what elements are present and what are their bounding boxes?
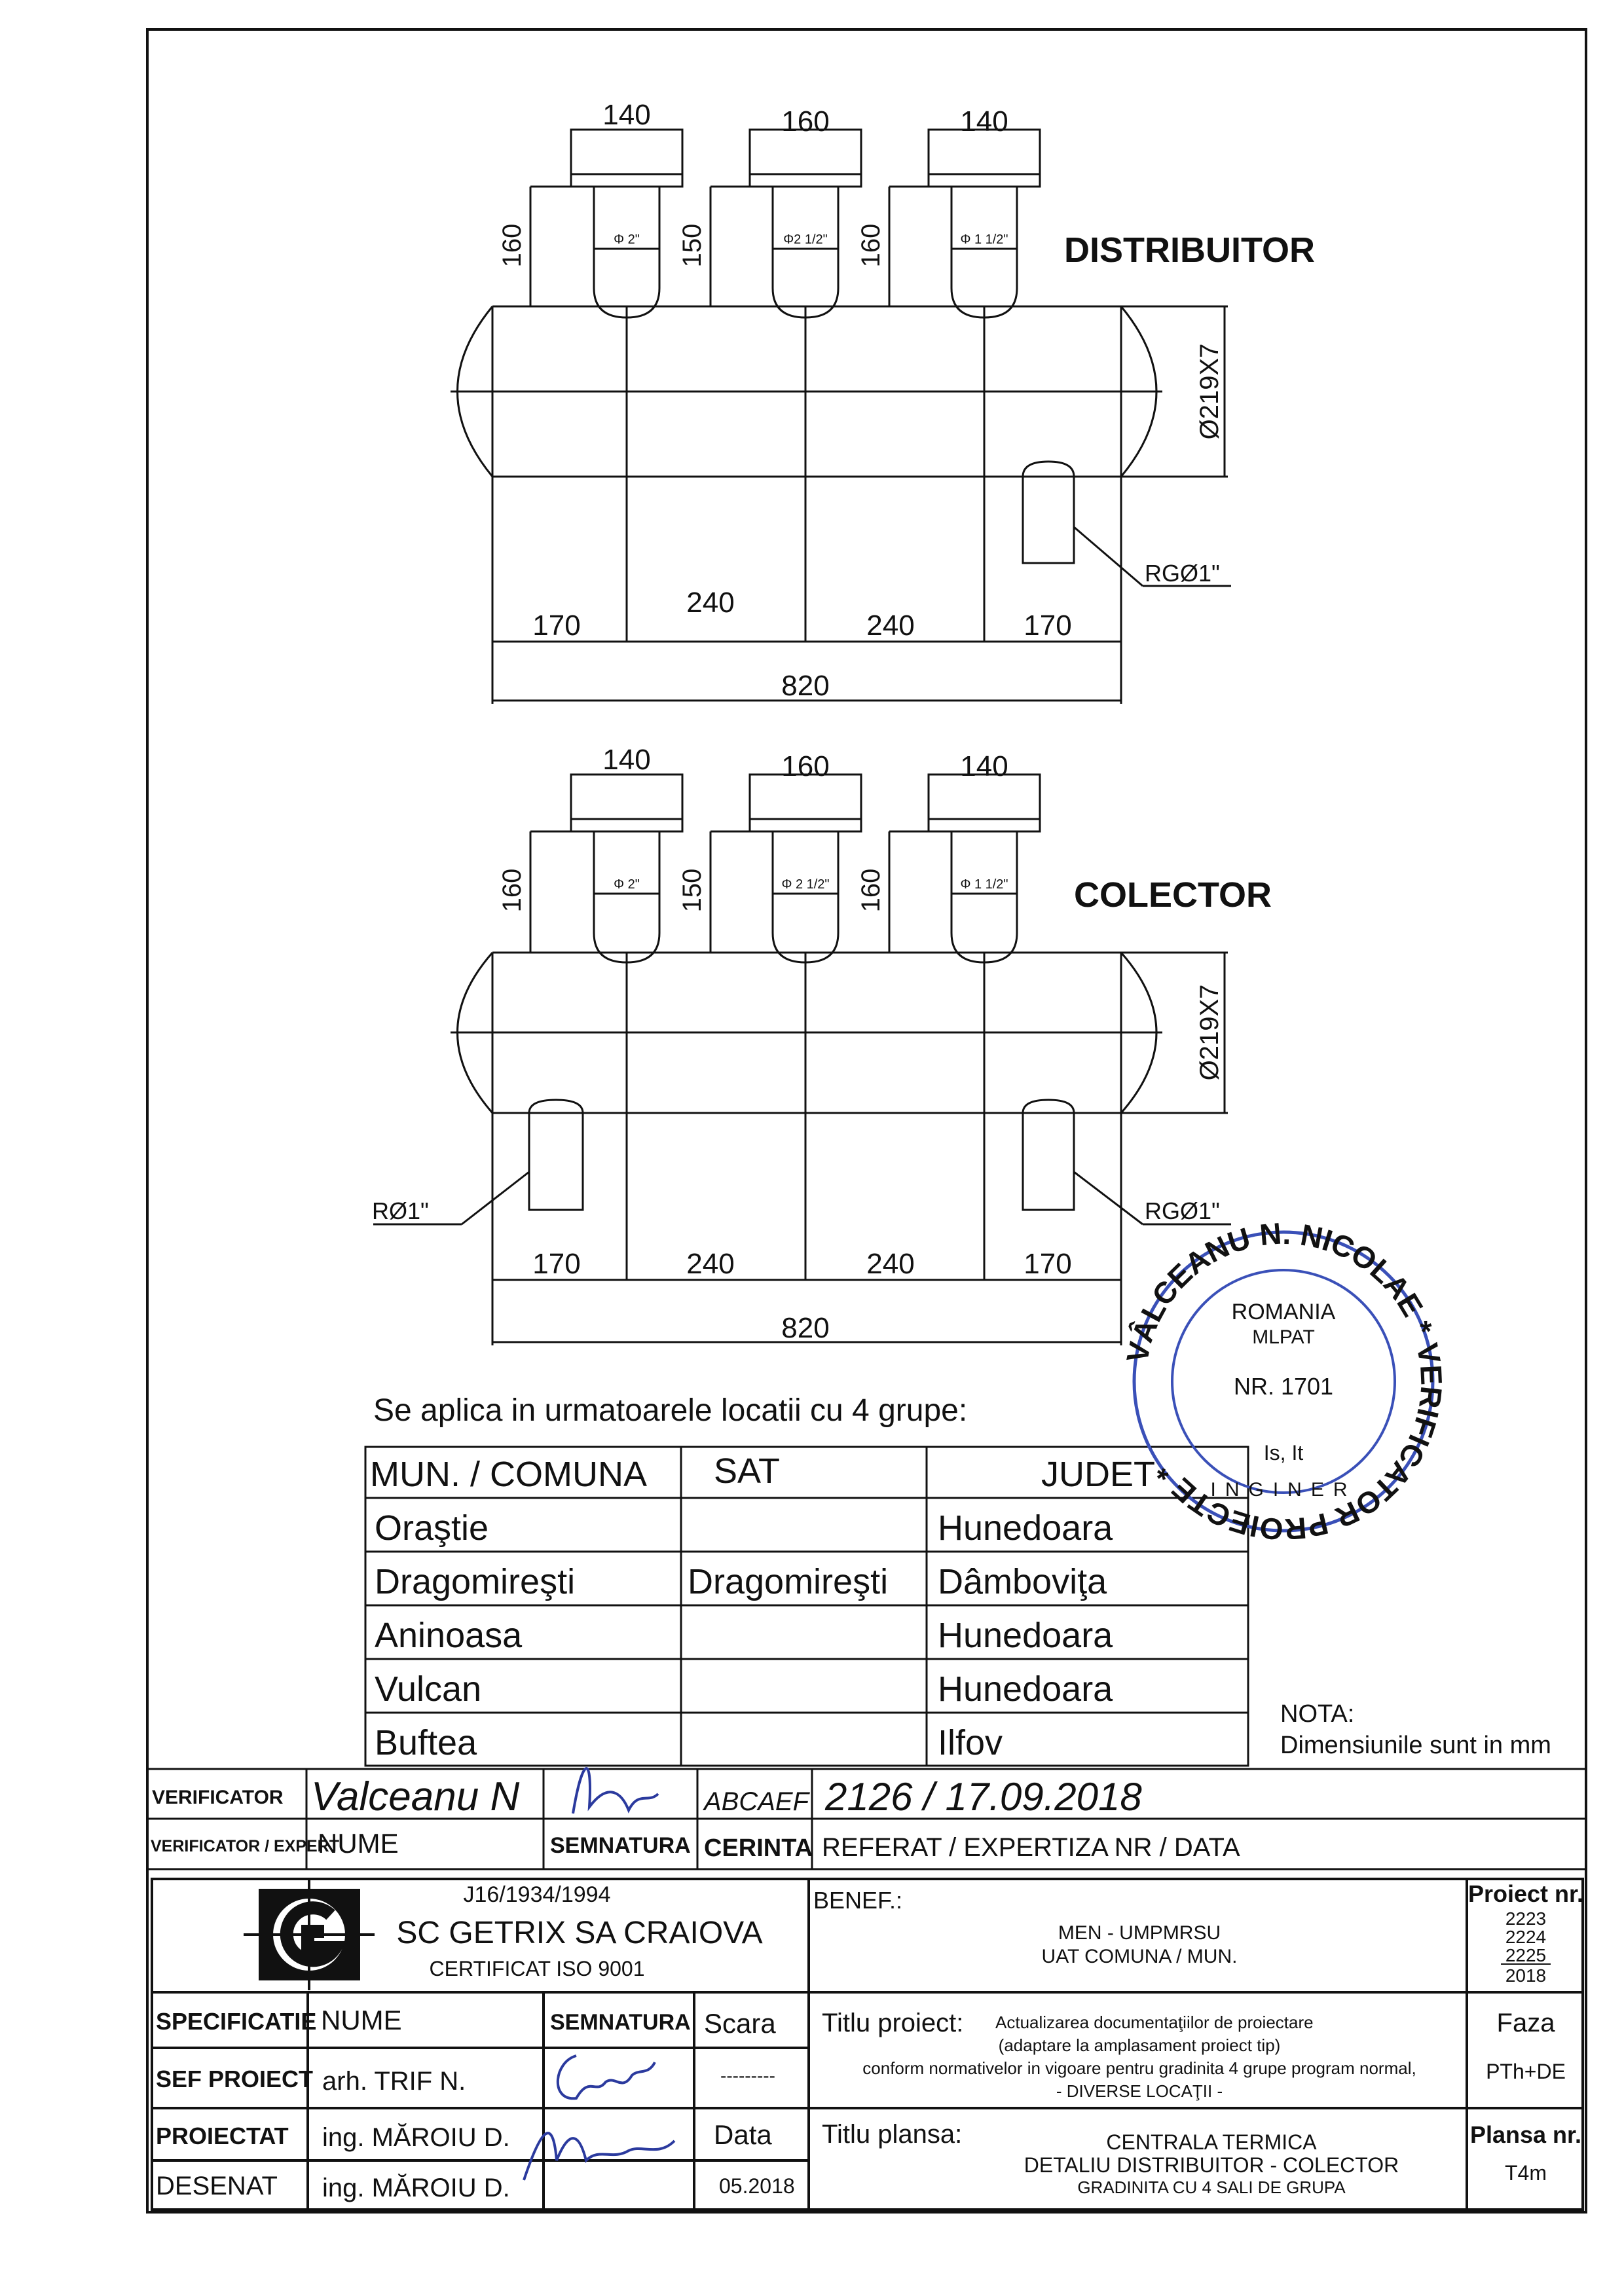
dim-pipe-height-2: 150 (678, 223, 707, 268)
project-title-label: Titlu proiect: (822, 2009, 964, 2037)
sheet-title-label: Titlu plansa: (822, 2120, 963, 2149)
col-dim-pipe-height-1: 160 (498, 868, 526, 913)
verificator-signature (573, 1768, 658, 1813)
table-cell: Hunedoara (938, 1508, 1113, 1548)
col-pipe-diam-1: Φ 2" (614, 877, 640, 892)
date-label: Data (714, 2119, 772, 2150)
project-nr-label: Proiect nr. (1467, 1880, 1584, 1907)
col-dim-top-width-3: 140 (960, 750, 1008, 782)
collector-title: COLECTOR (1074, 875, 1272, 915)
note-title: NOTA: (1280, 1700, 1355, 1728)
verification-semnatura: SEMNATURA (550, 1833, 691, 1858)
col-dim-spacing-4: 170 (1024, 1248, 1072, 1280)
col-dim-top-width-1: 140 (602, 744, 651, 776)
project-nr-value: 2223 (1505, 1908, 1547, 1929)
table-cell: Aninoasa (375, 1616, 523, 1655)
distributor-labels (498, 99, 1315, 702)
sheet-frame (147, 29, 1586, 2212)
dim-top-width-1: 140 (602, 99, 651, 131)
col-dim-total: 820 (781, 1312, 830, 1344)
pipe-diam-1: Φ 2" (614, 232, 640, 247)
desenat-name: ing. MĂROIU D. (322, 2174, 510, 2202)
collector-left-conn-label: RØ1" (372, 1197, 429, 1224)
project-nr-year: 2018 (1505, 1965, 1547, 1986)
pipe-diam-3: Φ 1 1/2" (960, 232, 1008, 247)
sheet-nr-value: T4m (1505, 2161, 1547, 2185)
distributor-diameter: Ø219X7 (1195, 343, 1224, 440)
company-reg: J16/1934/1994 (463, 1882, 611, 1907)
dim-pipe-height-1: 160 (498, 223, 526, 268)
table-cell: Dâmboviţa (938, 1562, 1107, 1601)
role-nume: NUME (321, 2005, 402, 2035)
table-cell: Vulcan (375, 1669, 482, 1709)
table-cell: Dragomireşti (688, 1562, 889, 1601)
verifier-stamp (1120, 1216, 1449, 1547)
table-cell: Ilfov (938, 1723, 1003, 1762)
date-value: 05.2018 (719, 2174, 795, 2198)
col-dim-spacing-2: 240 (686, 1248, 735, 1280)
stamp-outer-text: VÂLCEANU N. NICOLAE * VERIFICATOR PROIECTE * (1119, 1216, 1449, 1547)
role-sef-proiect: SEF PROIECT (156, 2066, 314, 2092)
verificator-label: VERIFICATOR (152, 1787, 284, 1808)
stamp-ministry: MLPAT (1252, 1326, 1315, 1348)
locations-table (365, 1447, 1248, 1766)
project-title-line1: Actualizarea documentaţiilor de proiectare (995, 2013, 1314, 2032)
sheet-title-line3: GRADINITA CU 4 SALI DE GRUPA (1077, 2178, 1346, 2197)
col-dim-pipe-height-3: 160 (857, 868, 885, 913)
dim-spacing-2: 240 (686, 587, 735, 619)
table-cell: Hunedoara (938, 1616, 1113, 1655)
pipe-diam-2: Φ2 1/2" (783, 232, 828, 247)
verification-handwritten-cerinta: ABCAEF (704, 1787, 809, 1816)
col-dim-spacing-3: 240 (866, 1248, 915, 1280)
beneficiary-line1: MEN - UMPMRSU (1058, 1922, 1221, 1944)
stamp-role: INGINER (1210, 1479, 1357, 1501)
verification-cerinta: CERINTA (704, 1834, 813, 1862)
note-text: Dimensiunile sunt in mm (1280, 1732, 1551, 1759)
dim-spacing-4: 170 (1024, 610, 1072, 642)
scale-label: Scara (704, 2008, 776, 2039)
verificator-handwritten-name: Valceanu N (311, 1774, 520, 1819)
collector-diameter: Ø219X7 (1195, 984, 1224, 1081)
table-header-county: JUDET (1041, 1455, 1155, 1494)
table-cell: Dragomireşti (375, 1562, 576, 1601)
dim-spacing-1: 170 (532, 610, 581, 642)
table-header-village: SAT (714, 1451, 781, 1491)
collector-drain-label: RGØ1" (1145, 1197, 1220, 1224)
project-title-line2: (adaptare la amplasament proiect tip) (998, 2035, 1281, 2055)
sheet-nr-label: Plansa nr. (1469, 2121, 1582, 2148)
verificator-expert-label: VERIFICATOR / EXPERT (151, 1837, 340, 1855)
dim-spacing-3: 240 (866, 610, 915, 642)
col-dim-pipe-height-2: 150 (678, 868, 707, 913)
stamp-country: ROMANIA (1231, 1300, 1336, 1324)
verification-nume: NUME (318, 1828, 399, 1859)
dim-total: 820 (781, 670, 830, 702)
table-cell: Buftea (375, 1723, 477, 1762)
company-name: SC GETRIX SA CRAIOVA (396, 1916, 763, 1950)
dim-top-width-2: 160 (781, 105, 830, 137)
scale-value: --------- (720, 2066, 775, 2086)
collector-drawing (373, 774, 1231, 1345)
stamp-number: NR. 1701 (1233, 1373, 1334, 1400)
proiectat-signature (524, 2133, 674, 2180)
getrix-logo (244, 1879, 375, 1990)
company-cert: CERTIFICAT ISO 9001 (429, 1957, 645, 1980)
verification-handwritten-referat: 2126 / 17.09.2018 (825, 1775, 1142, 1819)
distributor-drain-label: RGØ1" (1145, 560, 1220, 587)
table-cell: Oraştie (375, 1508, 489, 1548)
col-dim-spacing-1: 170 (532, 1248, 581, 1280)
stamp-field: Is, It (1263, 1441, 1304, 1465)
dim-pipe-height-3: 160 (857, 223, 885, 268)
role-proiectat: PROIECTAT (156, 2123, 289, 2149)
collector-labels (372, 744, 1272, 1344)
role-specificatie: SPECIFICATIE (156, 2008, 317, 2035)
project-nr-value: 2224 (1505, 1927, 1547, 1947)
proiectat-name: ing. MĂROIU D. (322, 2123, 510, 2152)
sheet-title-line2: DETALIU DISTRIBUITOR - COLECTOR (1024, 2153, 1399, 2177)
beneficiary-line2: UAT COMUNA / MUN. (1041, 1946, 1238, 1967)
sef-proiect-signature (558, 2056, 655, 2098)
table-header-commune: MUN. / COMUNA (370, 1455, 647, 1494)
project-title-line3: conform normativelor in vigoare pentru gradinita 4 grupe program normal, (862, 2058, 1416, 2078)
col-dim-top-width-2: 160 (781, 750, 830, 782)
sheet-title-line1: CENTRALA TERMICA (1106, 2130, 1317, 2154)
project-title-line4: - DIVERSE LOCAŢII - (1056, 2081, 1223, 2101)
role-semnatura: SEMNATURA (550, 2010, 691, 2035)
role-desenat: DESENAT (156, 2172, 278, 2200)
dim-top-width-3: 140 (960, 105, 1008, 137)
verification-referat: REFERAT / EXPERTIZA NR / DATA (822, 1833, 1240, 1862)
project-nr-value: 2225 (1505, 1945, 1547, 1965)
phase-value: PTh+DE (1486, 2060, 1566, 2083)
distributor-title: DISTRIBUITOR (1064, 230, 1316, 270)
beneficiary-label: BENEF.: (813, 1887, 903, 1914)
table-cell: Hunedoara (938, 1669, 1113, 1709)
sef-proiect-name: arh. TRIF N. (322, 2067, 466, 2096)
col-pipe-diam-2: Φ 2 1/2" (781, 877, 830, 892)
col-pipe-diam-3: Φ 1 1/2" (960, 877, 1008, 892)
phase-label: Faza (1496, 2009, 1555, 2037)
locations-intro: Se aplica in urmatoarele locatii cu 4 grupe: (373, 1393, 968, 1428)
